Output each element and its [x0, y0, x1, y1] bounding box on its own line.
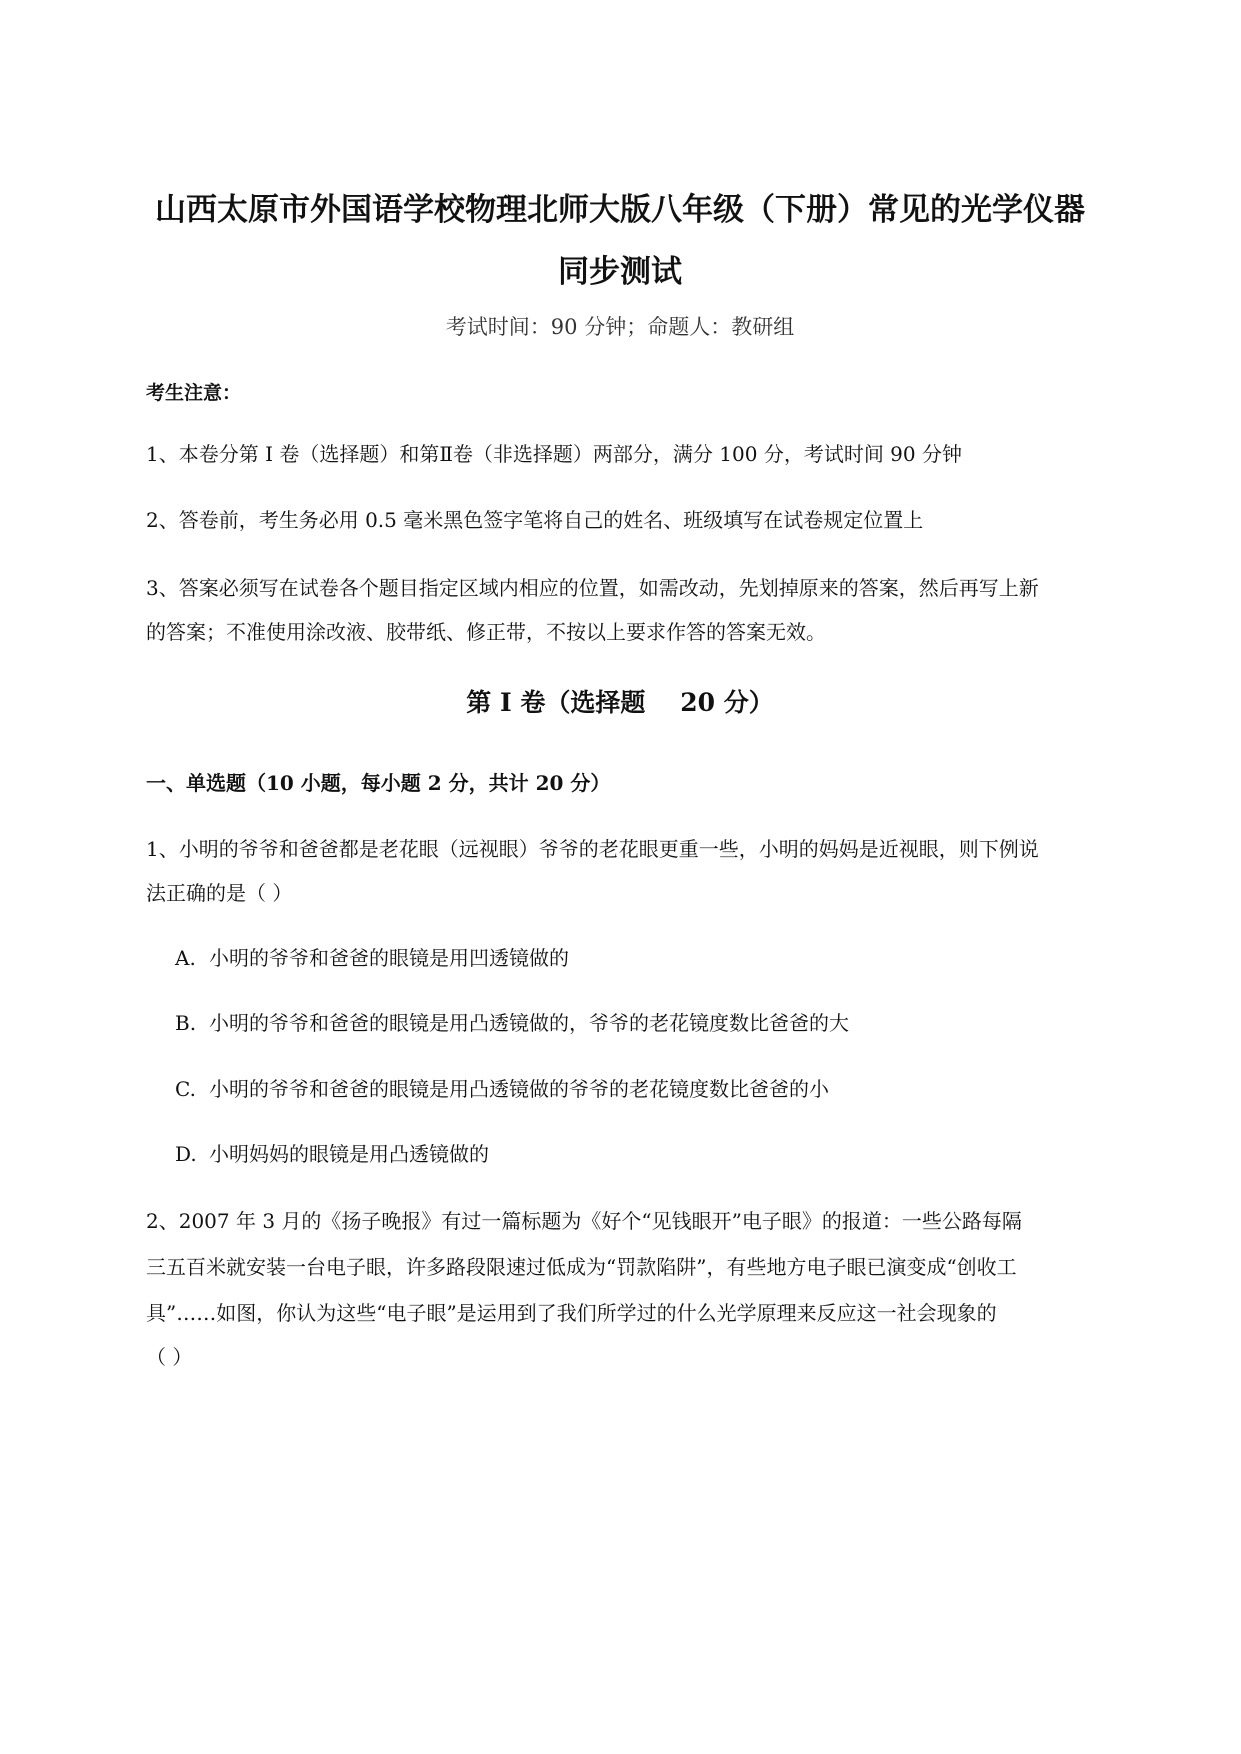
option-text: 小明的爷爷和爸爸的眼镜是用凹透镜做的 — [209, 946, 569, 970]
option-letter: D. — [175, 1142, 197, 1166]
question-2-stem-continued: 具”……如图，你认为这些“电子眼”是运用到了我们所学过的什么光学原理来反应这一社会现象的 — [146, 1301, 997, 1325]
part-heading: 一、单选题（10 小题，每小题 2 分，共计 20 分） — [146, 771, 611, 795]
option-text: 小明的爷爷和爸爸的眼镜是用凸透镜做的爷爷的老花镜度数比爸爸的小 — [209, 1077, 829, 1101]
section-title: 第 I 卷（选择题 20 分） — [466, 688, 774, 717]
notice-item-2: 2、答卷前，考生务必用 0.5 毫米黑色签字笔将自己的姓名、班级填写在试卷规定位置上 — [146, 508, 924, 532]
option-text: 小明妈妈的眼镜是用凸透镜做的 — [209, 1142, 489, 1166]
question-1-option-a — [175, 941, 569, 975]
notice-item-3: 3、答案必须写在试卷各个题目指定区域内相应的位置，如需改动，先划掉原来的答案，然后再写上新 — [146, 576, 1039, 600]
question-1-stem: 1、小明的爷爷和爸爸都是老花眼（远视眼）爷爷的老花眼更重一些，小明的妈妈是近视眼，则下例说 — [146, 837, 1039, 861]
question-1-stem-continued: 法正确的是（ ） — [146, 881, 293, 905]
question-2-stem: 2、2007 年 3 月的《扬子晚报》有过一篇标题为《好个“见钱眼开”电子眼》的报道：一些公路每隔 — [146, 1209, 1022, 1233]
question-1-option-c — [175, 1072, 829, 1106]
option-text: 小明的爷爷和爸爸的眼镜是用凸透镜做的，爷爷的老花镜度数比爸爸的大 — [209, 1011, 849, 1035]
option-letter: C. — [175, 1077, 196, 1101]
question-1-option-b — [175, 1006, 849, 1040]
notice-item-3-continued: 的答案；不准使用涂改液、胶带纸、修正带，不按以上要求作答的答案无效。 — [146, 620, 826, 644]
question-2-answer-blank: （ ） — [146, 1345, 193, 1369]
option-letter: B. — [175, 1011, 197, 1035]
question-2-stem-continued: 三五百米就安装一台电子眼，许多路段限速过低成为“罚款陷阱”，有些地方电子眼已演变成“创收工 — [146, 1255, 1017, 1279]
question-1-option-d — [175, 1137, 489, 1171]
exam-info: 考试时间：90 分钟；命题人：教研组 — [445, 315, 795, 339]
page-title: 山西太原市外国语学校物理北师大版八年级（下册）常见的光学仪器 — [155, 192, 1085, 228]
notice-item-1: 1、本卷分第 I 卷（选择题）和第Ⅱ卷（非选择题）两部分，满分 100 分，考试时间 90 分钟 — [146, 442, 962, 466]
notice-heading: 考生注意： — [146, 382, 242, 404]
page-title-continued: 同步测试 — [558, 254, 682, 290]
option-letter: A. — [175, 946, 196, 970]
